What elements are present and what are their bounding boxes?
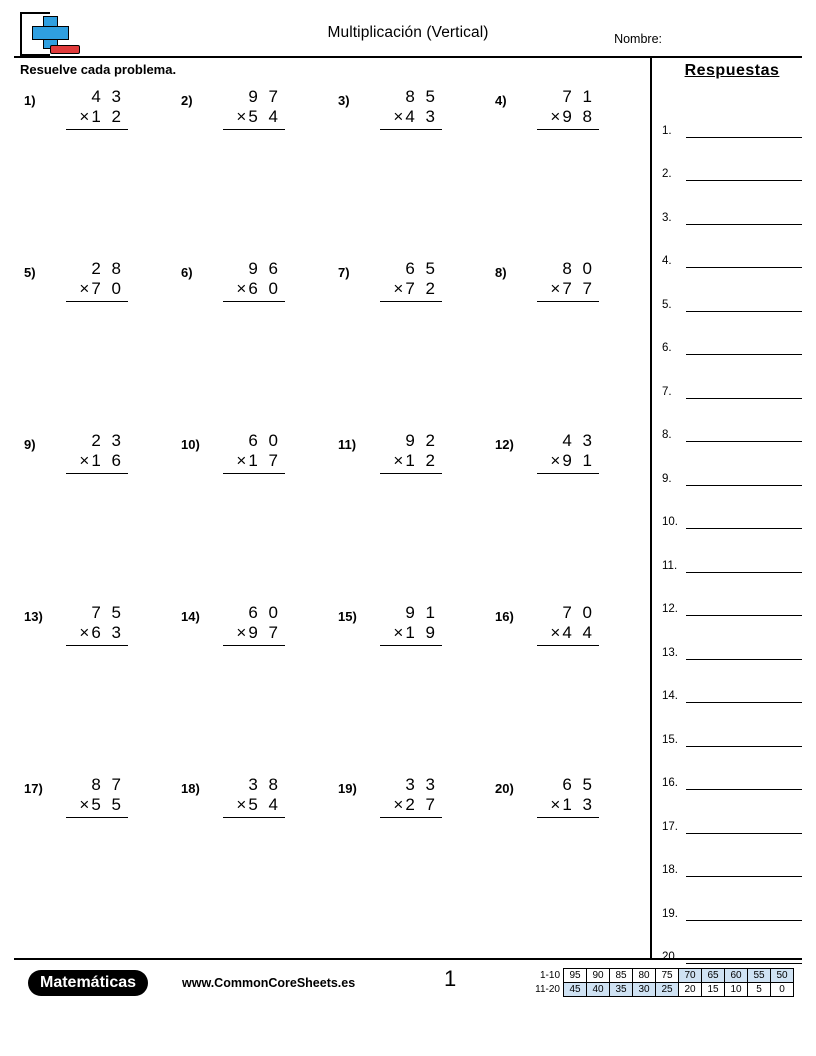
answer-line[interactable] xyxy=(686,167,802,181)
answer-row[interactable] xyxy=(662,703,802,747)
problems-column xyxy=(14,58,642,958)
answer-line[interactable] xyxy=(686,341,802,355)
problem-number: 19) xyxy=(338,781,357,796)
scale-cell: 45 xyxy=(564,983,587,997)
scale-cell: 35 xyxy=(610,983,633,997)
problem-item xyxy=(14,775,171,947)
answer-line[interactable] xyxy=(686,689,802,703)
operand-top: 6 5 xyxy=(405,259,438,278)
problem-expression[interactable] xyxy=(537,259,599,302)
problem-item xyxy=(171,603,328,775)
operator: × xyxy=(236,795,247,814)
answer-index: 5. xyxy=(662,298,672,311)
scale-cell: 80 xyxy=(633,969,656,983)
problem-number: 15) xyxy=(338,609,357,624)
answer-row[interactable] xyxy=(662,747,802,791)
answer-line[interactable] xyxy=(686,515,802,529)
answers-title: Respuestas xyxy=(684,62,780,79)
problem-number: 10) xyxy=(181,437,200,452)
problem-item xyxy=(14,603,171,775)
answer-row[interactable] xyxy=(662,181,802,225)
problem-expression[interactable] xyxy=(223,87,285,130)
operand-bottom: 6 0 xyxy=(248,279,281,298)
problem-number: 3) xyxy=(338,93,350,108)
scale-cell: 95 xyxy=(564,969,587,983)
answer-row[interactable] xyxy=(662,660,802,704)
problem-number: 20) xyxy=(495,781,514,796)
operand-top: 7 1 xyxy=(562,87,595,106)
operand-bottom: 7 2 xyxy=(405,279,438,298)
scale-row xyxy=(530,983,794,997)
problem-item xyxy=(14,87,171,259)
problem-expression[interactable] xyxy=(380,775,442,818)
problem-item xyxy=(14,259,171,431)
operator: × xyxy=(550,279,561,298)
operand-top: 6 0 xyxy=(248,431,281,450)
answer-index: 11. xyxy=(662,559,678,572)
problem-item xyxy=(171,431,328,603)
operator: × xyxy=(236,107,247,126)
answer-index: 10. xyxy=(662,516,678,528)
problem-number: 1) xyxy=(24,93,36,108)
operand-bottom: 1 3 xyxy=(562,795,595,814)
problem-number: 6) xyxy=(181,265,193,280)
operand-bottom: 9 1 xyxy=(562,451,595,470)
operand-bottom: 4 4 xyxy=(562,623,595,642)
problem-item xyxy=(328,87,485,259)
problem-number: 12) xyxy=(495,437,514,452)
problem-item xyxy=(171,775,328,947)
problem-expression[interactable] xyxy=(537,431,599,474)
problem-grid xyxy=(14,87,642,947)
operand-top: 9 2 xyxy=(405,431,438,450)
operand-top: 9 7 xyxy=(248,87,281,106)
operand-top: 4 3 xyxy=(91,87,124,106)
operator: × xyxy=(79,451,90,470)
problem-expression[interactable] xyxy=(223,259,285,302)
problem-expression[interactable] xyxy=(537,87,599,130)
answer-index: 12. xyxy=(662,603,678,615)
operand-bottom: 1 2 xyxy=(91,107,124,126)
operand-top: 8 5 xyxy=(405,87,438,106)
problem-item xyxy=(14,431,171,603)
operand-bottom: 5 5 xyxy=(91,795,124,814)
name-label: Nombre: xyxy=(614,32,662,46)
problem-number: 17) xyxy=(24,781,43,796)
operator: × xyxy=(393,623,404,642)
answer-line[interactable] xyxy=(686,385,802,399)
answer-index: 3. xyxy=(662,211,672,224)
instructions-text: Resuelve cada problema. xyxy=(20,62,177,77)
name-input-line[interactable] xyxy=(664,46,794,47)
scale-cell: 15 xyxy=(702,983,725,997)
operand-top: 6 0 xyxy=(248,603,281,622)
scale-row-label: 1-10 xyxy=(539,970,560,981)
problem-expression[interactable] xyxy=(66,431,128,474)
answer-index: 4. xyxy=(662,255,672,267)
operator: × xyxy=(79,623,90,642)
problem-expression[interactable] xyxy=(380,431,442,474)
scale-cell: 70 xyxy=(679,969,702,983)
answer-row[interactable] xyxy=(662,442,802,486)
problem-expression[interactable] xyxy=(380,259,442,302)
answer-line[interactable] xyxy=(686,211,802,225)
problem-number: 14) xyxy=(181,609,200,624)
operand-bottom: 4 3 xyxy=(405,107,438,126)
operator: × xyxy=(550,107,561,126)
problem-expression[interactable] xyxy=(223,775,285,818)
operand-bottom: 9 7 xyxy=(248,623,281,642)
answer-index: 15. xyxy=(662,733,678,746)
scale-cell: 60 xyxy=(725,969,748,983)
problem-item xyxy=(485,775,642,947)
scale-cell: 65 xyxy=(702,969,725,983)
answer-row[interactable] xyxy=(662,94,802,138)
operator: × xyxy=(393,451,404,470)
problem-expression[interactable] xyxy=(66,603,128,646)
problem-expression[interactable] xyxy=(66,775,128,818)
problem-item xyxy=(171,87,328,259)
answer-row[interactable] xyxy=(662,616,802,660)
problem-number: 13) xyxy=(24,609,43,624)
problem-number: 7) xyxy=(338,265,350,280)
answer-row[interactable] xyxy=(662,877,802,921)
operand-bottom: 5 4 xyxy=(248,795,281,814)
operator: × xyxy=(393,107,404,126)
operand-bottom: 7 0 xyxy=(91,279,124,298)
scale-cell: 20 xyxy=(679,983,702,997)
answer-row[interactable] xyxy=(662,138,802,182)
answer-line[interactable] xyxy=(686,733,802,747)
problem-number: 4) xyxy=(495,93,507,108)
problem-item xyxy=(485,87,642,259)
operand-bottom: 7 7 xyxy=(562,279,595,298)
operator: × xyxy=(79,107,90,126)
problem-number: 8) xyxy=(495,265,507,280)
problem-item xyxy=(328,603,485,775)
operator: × xyxy=(393,795,404,814)
problem-expression[interactable] xyxy=(380,87,442,130)
answer-row[interactable] xyxy=(662,312,802,356)
answer-index: 16. xyxy=(662,777,678,789)
problem-item xyxy=(171,259,328,431)
operand-bottom: 6 3 xyxy=(91,623,124,642)
answer-index: 9. xyxy=(662,472,672,485)
website-url[interactable]: www.CommonCoreSheets.es xyxy=(182,976,356,990)
problem-item xyxy=(328,431,485,603)
operand-bottom: 1 7 xyxy=(248,451,281,470)
answer-index: 19. xyxy=(662,907,678,920)
answer-line[interactable] xyxy=(686,559,802,573)
answer-line[interactable] xyxy=(686,820,802,834)
scale-cell: 25 xyxy=(656,983,679,997)
operator: × xyxy=(236,623,247,642)
problem-item xyxy=(485,603,642,775)
answer-line[interactable] xyxy=(686,907,802,921)
scale-cell: 40 xyxy=(587,983,610,997)
answer-index: 17. xyxy=(662,820,678,833)
operand-bottom: 5 4 xyxy=(248,107,281,126)
answer-row[interactable] xyxy=(662,573,802,617)
problem-expression[interactable] xyxy=(66,259,128,302)
answer-index: 1. xyxy=(662,124,672,137)
problem-expression[interactable] xyxy=(223,603,285,646)
operator: × xyxy=(550,623,561,642)
problem-item xyxy=(485,431,642,603)
answer-line[interactable] xyxy=(686,254,802,268)
scale-cell: 75 xyxy=(656,969,679,983)
answer-row[interactable] xyxy=(662,399,802,443)
operand-top: 9 1 xyxy=(405,603,438,622)
page-body xyxy=(14,58,802,963)
scale-cell: 55 xyxy=(748,969,771,983)
operand-top: 9 6 xyxy=(248,259,281,278)
answer-index: 14. xyxy=(662,690,678,702)
answer-index: 20. xyxy=(662,951,678,963)
answer-line[interactable] xyxy=(686,298,802,312)
answer-row[interactable] xyxy=(662,834,802,878)
page-title: Multiplicación (Vertical) xyxy=(327,24,489,41)
answer-index: 2. xyxy=(662,168,672,180)
operand-top: 3 3 xyxy=(405,775,438,794)
answer-line[interactable] xyxy=(686,602,802,616)
scale-cell: 50 xyxy=(771,969,794,983)
answer-index: 18. xyxy=(662,864,678,876)
operand-bottom: 1 2 xyxy=(405,451,438,470)
answer-row[interactable] xyxy=(662,790,802,834)
operator: × xyxy=(550,451,561,470)
scale-cell: 0 xyxy=(771,983,794,997)
scale-cell: 5 xyxy=(748,983,771,997)
grading-scale-table xyxy=(530,968,795,997)
problem-number: 16) xyxy=(495,609,514,624)
scale-cell: 30 xyxy=(633,983,656,997)
operator: × xyxy=(393,279,404,298)
answer-line[interactable] xyxy=(686,646,802,660)
page-footer xyxy=(14,958,802,1006)
operand-bottom: 1 9 xyxy=(405,623,438,642)
problem-item xyxy=(328,775,485,947)
operand-top: 4 3 xyxy=(562,431,595,450)
problem-expression[interactable] xyxy=(380,603,442,646)
answer-line[interactable] xyxy=(686,472,802,486)
operator: × xyxy=(236,451,247,470)
page-number: 1 xyxy=(444,966,457,991)
scale-cell: 10 xyxy=(725,983,748,997)
problem-number: 9) xyxy=(24,437,36,452)
operand-bottom: 1 6 xyxy=(91,451,124,470)
problem-number: 2) xyxy=(181,93,193,108)
operand-top: 2 3 xyxy=(91,431,124,450)
operator: × xyxy=(79,795,90,814)
problem-number: 5) xyxy=(24,265,36,280)
problem-number: 18) xyxy=(181,781,200,796)
operator: × xyxy=(550,795,561,814)
operator: × xyxy=(236,279,247,298)
answer-line[interactable] xyxy=(686,428,802,442)
answer-row[interactable] xyxy=(662,225,802,269)
operand-top: 7 5 xyxy=(91,603,124,622)
answer-index: 6. xyxy=(662,342,672,354)
problem-item xyxy=(485,259,642,431)
problem-expression[interactable] xyxy=(537,603,599,646)
problem-expression[interactable] xyxy=(66,87,128,130)
operand-top: 6 5 xyxy=(562,775,595,794)
answers-list xyxy=(662,94,802,964)
operand-top: 7 0 xyxy=(562,603,595,622)
answer-row[interactable] xyxy=(662,268,802,312)
vertical-divider xyxy=(650,58,652,958)
answer-index: 13. xyxy=(662,646,678,659)
operand-top: 3 8 xyxy=(248,775,281,794)
answer-index: 7. xyxy=(662,385,672,398)
operand-top: 8 0 xyxy=(562,259,595,278)
operand-bottom: 2 7 xyxy=(405,795,438,814)
operand-top: 2 8 xyxy=(91,259,124,278)
scale-row-label: 11-20 xyxy=(535,984,560,995)
problem-expression[interactable] xyxy=(223,431,285,474)
operator: × xyxy=(79,279,90,298)
answer-row[interactable] xyxy=(662,355,802,399)
operand-bottom: 9 8 xyxy=(562,107,595,126)
scale-row xyxy=(530,969,794,983)
answer-row[interactable] xyxy=(662,486,802,530)
answer-line[interactable] xyxy=(686,124,802,138)
scale-cell: 90 xyxy=(587,969,610,983)
brand-badge: Matemáticas xyxy=(28,970,148,996)
problem-item xyxy=(328,259,485,431)
answer-index: 8. xyxy=(662,429,672,441)
answers-column xyxy=(662,58,802,963)
problem-expression[interactable] xyxy=(537,775,599,818)
page-header xyxy=(14,10,802,58)
scale-cell: 85 xyxy=(610,969,633,983)
answer-line[interactable] xyxy=(686,863,802,877)
operand-top: 8 7 xyxy=(91,775,124,794)
answer-row[interactable] xyxy=(662,529,802,573)
problem-number: 11) xyxy=(338,437,357,452)
answer-line[interactable] xyxy=(686,776,802,790)
